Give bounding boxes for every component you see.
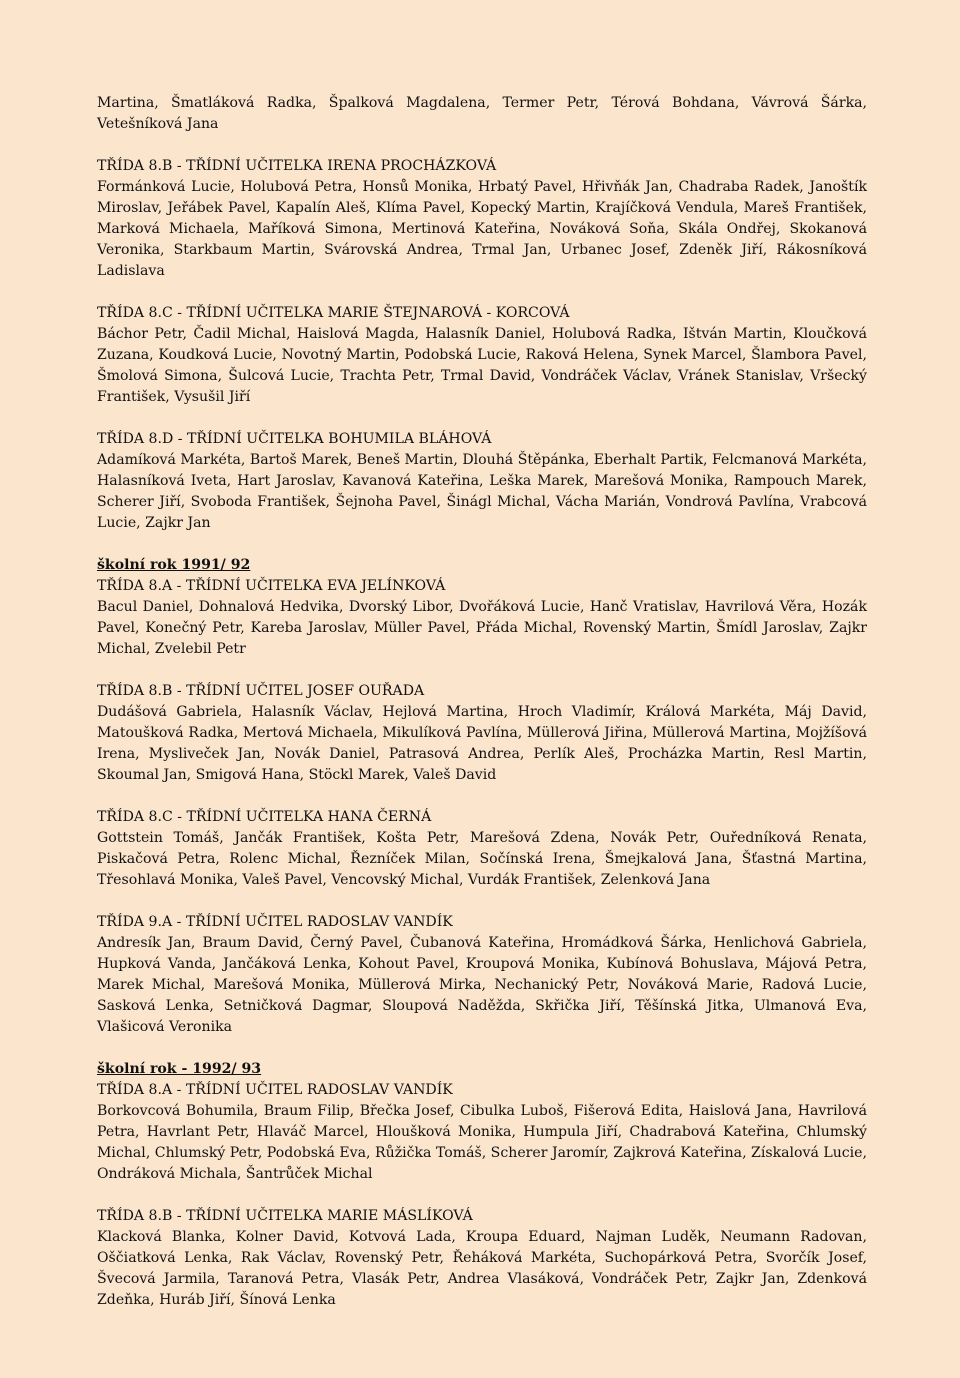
class-section-8b	[97, 156, 867, 282]
class-heading: TŘÍDA 8.A - TŘÍDNÍ UČITEL RADOSLAV VANDÍK	[97, 1082, 453, 1098]
class-section-8a	[97, 576, 867, 660]
school-year-1991-92	[97, 555, 867, 1038]
class-heading: TŘÍDA 8.C - TŘÍDNÍ UČITELKA HANA ČERNÁ	[97, 809, 432, 825]
class-heading: TŘÍDA 8.B - TŘÍDNÍ UČITELKA IRENA PROCHÁZKOVÁ	[97, 158, 497, 174]
class-names: Bacul Daniel, Dohnalová Hedvika, Dvorský Libor, Dvořáková Lucie, Hanč Vratislav, Havrilová Věra, Hozák Pavel, Konečný Petr, Kareba Jaroslav, Müller Pavel, Přáda Michal, Rovenský Martin, Šmídl Jaroslav, Zajkr Michal, Zvelebil Petr	[97, 599, 867, 657]
class-names: Dudášová Gabriela, Halasník Václav, Hejlová Martina, Hroch Vladimír, Králová Markéta, Máj David, Matoušková Radka, Mertová Michaela, Mikulíková Pavlína, Müllerová Jiřina, Müllerová Martina, Mojžíšová Irena, Mysliveček Jan, Novák Daniel, Patrasová Andrea, Perlík Aleš, Procházka Martin, Resl Martin, Skoumal Jan, Smigová Hana, Stöckl Marek, Valeš David	[97, 704, 867, 783]
school-year-heading: školní rok 1991/ 92	[97, 557, 251, 573]
class-names: Andresík Jan, Braum David, Černý Pavel, Čubanová Kateřina, Hromádková Šárka, Henlichová Gabriela, Hupková Vanda, Jančáková Lenka, Kohout Pavel, Kroupová Monika, Kubínová Bohuslava, Májová Petra, Marek Michal, Marešová Monika, Müllerová Mirka, Nechanický Petr, Nováková Marie, Radová Lucie, Sasková Lenka, Setničková Dagmar, Sloupová Naděžda, Skřička Jiří, Těšínská Jitka, Ulmanová Eva, Vlašicová Veronika	[97, 935, 867, 1035]
class-names: Adamíková Markéta, Bartoš Marek, Beneš Martin, Dlouhá Štěpánka, Eberhalt Partik, Felcmanová Markéta, Halasníková Iveta, Hart Jaroslav, Kavanová Kateřina, Leška Marek, Marešová Monika, Rampouch Marek, Scherer Jiří, Svoboda František, Šejnoha Pavel, Šinágl Michal, Vácha Marián, Vondrová Pavlína, Vrabcová Lucie, Zajkr Jan	[97, 452, 867, 531]
class-heading: TŘÍDA 8.D - TŘÍDNÍ UČITELKA BOHUMILA BLÁHOVÁ	[97, 431, 492, 447]
class-section-8a	[97, 1080, 867, 1185]
class-section-8b	[97, 681, 867, 786]
class-names: Gottstein Tomáš, Jančák František, Košta Petr, Marešová Zdena, Novák Petr, Ouředníková Renata, Piskačová Petra, Rolenc Michal, Řezníček Milan, Sočínská Irena, Šmejkalová Jana, Šťastná Martina, Třesohlavá Monika, Valeš Pavel, Vencovský Michal, Vurdák František, Zelenková Jana	[97, 830, 867, 888]
class-heading: TŘÍDA 8.C - TŘÍDNÍ UČITELKA MARIE ŠTEJNAROVÁ - KORCOVÁ	[97, 305, 570, 321]
class-heading: TŘÍDA 8.B - TŘÍDNÍ UČITEL JOSEF OUŘADA	[97, 683, 425, 699]
class-heading: TŘÍDA 9.A - TŘÍDNÍ UČITEL RADOSLAV VANDÍK	[97, 914, 453, 930]
class-heading: TŘÍDA 8.B - TŘÍDNÍ UČITELKA MARIE MÁSLÍKOVÁ	[97, 1208, 473, 1224]
class-section-8c	[97, 807, 867, 891]
class-section-8d	[97, 429, 867, 534]
class-section-8c	[97, 303, 867, 408]
class-names: Báchor Petr, Čadil Michal, Haislová Magda, Halasník Daniel, Holubová Radka, Ištván Martin, Kloučková Zuzana, Koudková Lucie, Novotný Martin, Podobská Lucie, Raková Helena, Synek Marcel, Šlambora Pavel, Šmolová Simona, Šulcová Lucie, Trachta Petr, Trmal David, Vondráček Václav, Vránek Stanislav, Vršecký František, Vysušil Jiří	[97, 326, 867, 405]
class-section-8b	[97, 1206, 867, 1311]
school-year-heading: školní rok - 1992/ 93	[97, 1061, 262, 1077]
class-heading: TŘÍDA 8.A - TŘÍDNÍ UČITELKA EVA JELÍNKOVÁ	[97, 578, 446, 594]
class-section-9a	[97, 912, 867, 1038]
class-names: Borkovcová Bohumila, Braum Filip, Břečka Josef, Cibulka Luboš, Fišerová Edita, Haislová Jana, Havrilová Petra, Havrlant Petr, Hlaváč Marcel, Hloušková Monika, Humpula Jiří, Chadrabová Kateřina, Chlumský Michal, Chlumský Petr, Podobská Eva, Růžička Tomáš, Scherer Jaromír, Zajkrová Kateřina, Získalová Lucie, Ondráková Michala, Šantrůček Michal	[97, 1103, 868, 1182]
document-page	[97, 93, 867, 1311]
class-names: Formánková Lucie, Holubová Petra, Honsů Monika, Hrbatý Pavel, Hřivňák Jan, Chadraba Radek, Janoštík Miroslav, Jeřábek Pavel, Kapalín Aleš, Klíma Pavel, Kopecký Martin, Krajíčková Vendula, Mareš František, Marková Michaela, Maříková Simona, Mertinová Kateřina, Nováková Soňa, Skála Ondřej, Skokanová Veronika, Starkbaum Martin, Svárovská Andrea, Trmal Jan, Urbanec Josef, Zdeněk Jiří, Rákosníková Ladislava	[97, 179, 867, 279]
intro-names: Martina, Šmatláková Radka, Špalková Magdalena, Termer Petr, Térová Bohdana, Vávrová Šárka, Vetešníková Jana	[97, 95, 867, 132]
school-year-1992-93	[97, 1059, 867, 1311]
class-names: Klacková Blanka, Kolner David, Kotvová Lada, Kroupa Eduard, Najman Luděk, Neumann Radovan, Oščiatková Lenka, Rak Václav, Rovenský Petr, Řeháková Markéta, Suchopárková Petra, Svorčík Josef, Švecová Jarmila, Taranová Petra, Vlasák Petr, Andrea Vlasáková, Vondráček Petr, Zajkr Jan, Zdenková Zdeňka, Huráb Jiří, Šínová Lenka	[97, 1229, 867, 1308]
